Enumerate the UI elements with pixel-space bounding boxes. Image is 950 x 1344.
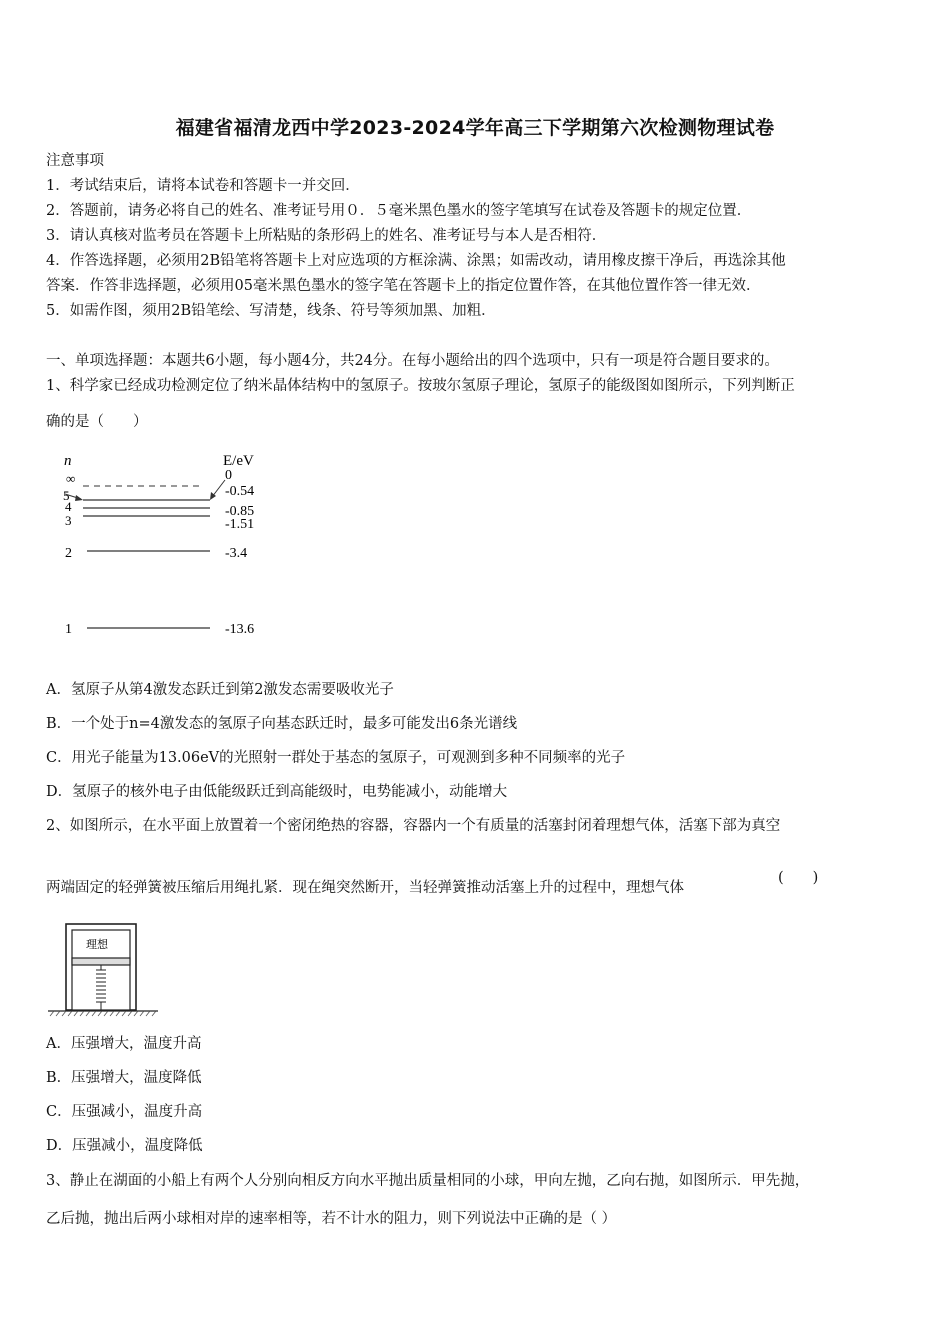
gas-label: 理想: [86, 939, 108, 951]
q1-option-b: B．一个处于n=4激发态的氢原子向基态跃迁时，最多可能发出6条光谱线: [46, 716, 518, 732]
notice-item: 5．如需作图，须用2B铅笔绘、写清楚，线条、符号等须加黑、加粗．: [46, 303, 496, 319]
q1-option-a: A．氢原子从第4激发态跃迁到第2激发态需要吸收光子: [46, 682, 394, 698]
q2-option-d: D．压强减小，温度降低: [46, 1138, 203, 1154]
q2-option-b: B．压强增大，温度降低: [46, 1070, 202, 1086]
energy-axis-label: E/eV: [223, 453, 254, 469]
q1-option-d: D．氢原子的核外电子由低能级跃迁到高能级时，电势能减小，动能增大: [46, 784, 508, 800]
n-axis-label: n: [64, 453, 72, 469]
notice-item: 4．作答选择题，必须用2B铅笔将答题卡上对应选项的方框涂满、涂黑；如需改动，请用橡皮擦干净后，再选涂其他: [46, 253, 786, 269]
level-e-label: -0.85: [225, 504, 255, 519]
level-e-label: 0: [225, 468, 232, 483]
q1-stem-line1: 1、科学家已经成功检测定位了纳米晶体结构中的氢原子。按玻尔氢原子理论，氢原子的能级图如图所示，下列判断正: [46, 378, 795, 394]
energy-level-diagram: [55, 445, 295, 645]
level-e-label: -3.4: [225, 546, 248, 561]
level-n-label: ∞: [66, 471, 76, 486]
q2-stem-line1: 2、如图所示，在水平面上放置着一个密闭绝热的容器，容器内一个有质量的活塞封闭着理想气体，活塞下部为真空: [46, 818, 781, 834]
level-e-label: -0.54: [225, 484, 255, 499]
notice-item: 2．答题前，请务必将自己的姓名、准考证号用０．５毫米黑色墨水的签字笔填写在试卷及答题卡的规定位置．: [46, 203, 752, 219]
notice-item: 3．请认真核对监考员在答题卡上所粘贴的条形码上的姓名、准考证号与本人是否相符．: [46, 228, 607, 244]
level-n-label: 1: [65, 622, 72, 637]
q3-stem-line2: 乙后抛，抛出后两小球相对岸的速率相等，若不计水的阻力，则下列说法中正确的是（ ）: [46, 1211, 617, 1227]
piston-container-figure: [44, 920, 164, 1020]
level-e-label: -1.51: [225, 517, 255, 532]
ground-hatch: [50, 1011, 156, 1016]
piston: [72, 958, 130, 965]
q3-stem-line1: 3、静止在湖面的小船上有两个人分别向相反方向水平抛出质量相同的小球，甲向左抛，乙向右抛，如图所示．甲先抛，: [46, 1173, 810, 1189]
level-n-label: 4: [65, 499, 72, 514]
q2-option-a: A．压强增大，温度升高: [46, 1036, 202, 1052]
level-e-label: -13.6: [225, 622, 255, 637]
level-n-label: 5: [63, 488, 70, 503]
level-n-label: 3: [65, 513, 72, 528]
q2-stem-line2: 两端固定的轻弹簧被压缩后用绳扎紧．现在绳突然断开，当轻弹簧推动活塞上升的过程中，理想气体: [46, 880, 684, 896]
notice-item: 答案．作答非选择题，必须用05毫米黑色墨水的签字笔在答题卡上的指定位置作答，在其他位置作答一律无效．: [46, 278, 761, 294]
notice-item: 1．考试结束后，请将本试卷和答题卡一并交回．: [46, 178, 360, 194]
q1-option-c: C．用光子能量为13.06eV的光照射一群处于基态的氢原子，可观测到多种不同频率的光子: [46, 750, 626, 766]
q2-answer-blank: ( ): [778, 870, 819, 886]
level-n-label: 2: [65, 546, 72, 561]
level-pointer-arrowhead: [75, 495, 83, 501]
section-heading: 一、单项选择题：本题共6小题，每小题4分，共24分。在每小题给出的四个选项中，只有一项是符合题目要求的。: [46, 353, 779, 369]
q1-stem-line2: 确的是（ ）: [46, 414, 148, 430]
q2-option-c: C．压强减小，温度升高: [46, 1104, 203, 1120]
notice-heading: 注意事项: [46, 153, 104, 169]
exam-title: 福建省福清龙西中学2023-2024学年高三下学期第六次检测物理试卷: [175, 117, 775, 139]
